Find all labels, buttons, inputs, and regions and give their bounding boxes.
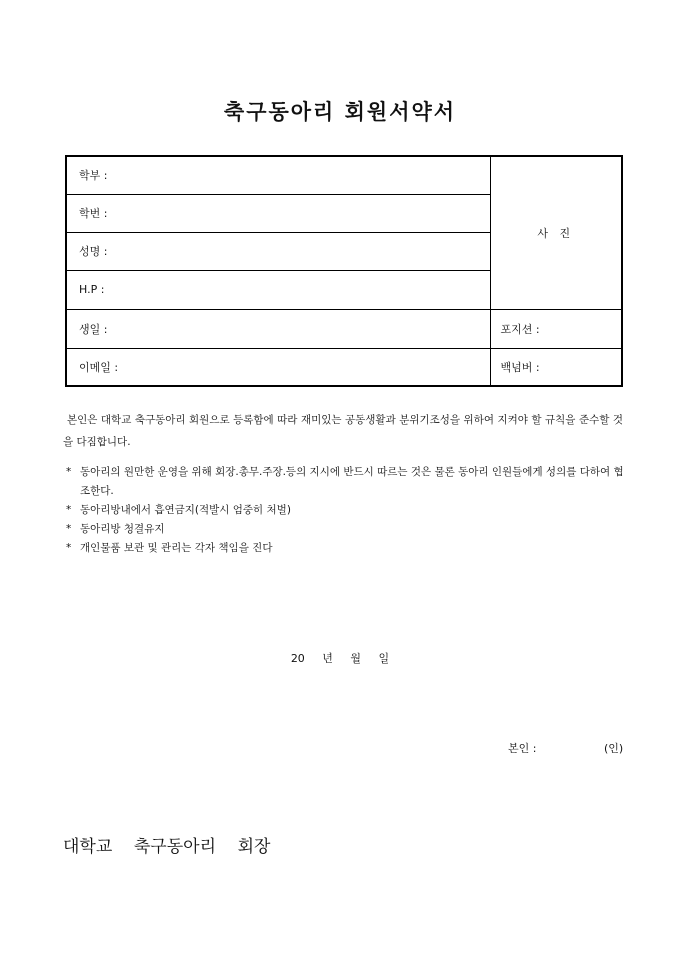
- position-field[interactable]: 포지션 :: [490, 309, 622, 348]
- pledge-intro: 본인은 대학교 축구동아리 회원으로 등록함에 따라 재미있는 공동생활과 분위기조성을 위하여 지켜야 할 규칙을 준수할 것을 다짐합니다.: [63, 414, 624, 448]
- bullet-mark: *: [66, 523, 72, 535]
- rule-item: [66, 520, 626, 539]
- president-line: 대학교 축구동아리 회장: [63, 837, 271, 857]
- signature-label[interactable]: 본인 :: [508, 742, 537, 755]
- jersey-number-field[interactable]: 백넘버 :: [490, 348, 622, 386]
- bullet-mark: *: [66, 504, 72, 516]
- rule-text: 동아리의 원만한 운영을 위해 회장.총무.주장.등의 지시에 반드시 따르는 것은 물론 동아리 인원들에게 성의를 다하여 협조한다.: [80, 466, 624, 497]
- rule-text: 개인물품 보관 및 관리는 각자 책임을 진다: [80, 542, 273, 554]
- bullet-mark: *: [66, 542, 72, 554]
- email-field[interactable]: 이메일 :: [66, 348, 490, 386]
- document-title: 축구동아리 회원서약서: [223, 100, 457, 124]
- rule-text: 동아리방내에서 흡연금지(적발시 엄중히 처벌): [80, 504, 291, 516]
- name-field[interactable]: 성명 :: [66, 232, 490, 270]
- photo-box: 사 진: [490, 156, 622, 309]
- rule-item: [66, 463, 626, 501]
- bullet-mark: *: [66, 466, 72, 478]
- rules-list: [66, 463, 626, 558]
- rule-text: 동아리방 청결유지: [80, 523, 165, 535]
- department-field[interactable]: 학부 :: [66, 156, 490, 194]
- member-info-table: [65, 155, 623, 387]
- rule-item: [66, 539, 626, 558]
- date-line[interactable]: 20 년 월 일: [290, 652, 390, 665]
- rule-item: [66, 501, 626, 520]
- phone-field[interactable]: H.P :: [66, 270, 490, 309]
- student-id-field[interactable]: 학번 :: [66, 194, 490, 232]
- birthday-field[interactable]: 생일 :: [66, 309, 490, 348]
- seal-mark: (인): [604, 742, 624, 755]
